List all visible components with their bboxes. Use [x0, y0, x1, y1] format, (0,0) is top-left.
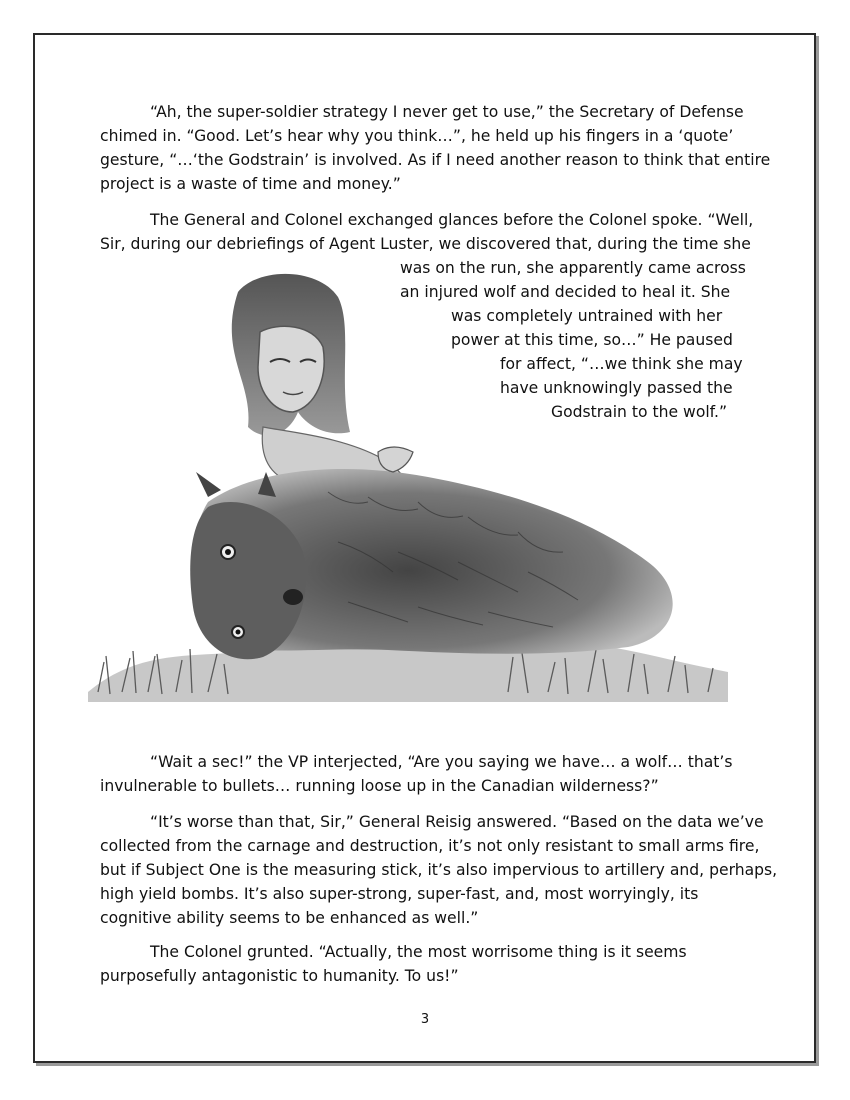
text-line: “Wait a sec!” the VP interjected, “Are you saying we have… a wolf… that’s — [150, 753, 733, 771]
text-line: Sir, during our debriefings of Agent Luster, we discovered that, during the time she — [100, 235, 751, 253]
page-number: 3 — [420, 1012, 430, 1027]
text-line: The General and Colonel exchanged glances before the Colonel spoke. “Well, — [150, 211, 754, 229]
text-line: cognitive ability seems to be enhanced as well.” — [100, 909, 479, 927]
text-line: Godstrain to the wolf.” — [551, 403, 728, 421]
paragraph-colonel-grunt — [100, 940, 750, 988]
text-line: chimed in. “Good. Let’s hear why you think…”, he held up his fingers in a ‘quote’ — [100, 127, 734, 145]
text-line: collected from the carnage and destruction, it’s not only resistant to small arms fire, — [100, 837, 760, 855]
text-line: for affect, “…we think she may — [500, 355, 743, 373]
text-line: an injured wolf and decided to heal it. She — [400, 283, 731, 301]
text-line: was completely untrained with her — [451, 307, 723, 325]
text-line: The Colonel grunted. “Actually, the most worrisome thing is it seems — [150, 943, 687, 961]
text-line: “Ah, the super-soldier strategy I never get to use,” the Secretary of Defense — [150, 103, 744, 121]
paragraph-general — [100, 810, 778, 930]
text-line: power at this time, so…” He paused — [451, 331, 733, 349]
text-line: was on the run, she apparently came across — [400, 259, 746, 277]
text-line: gesture, “…‘the Godstrain’ is involved. As if I need another reason to think that entire — [100, 151, 771, 169]
text-line: purposefully antagonistic to humanity. To us!” — [100, 967, 459, 985]
text-line: project is a waste of time and money.” — [100, 175, 401, 193]
text-line: have unknowingly passed the — [500, 379, 733, 397]
text-line: “It’s worse than that, Sir,” General Reisig answered. “Based on the data we’ve — [150, 813, 764, 831]
text-line: but if Subject One is the measuring stick, it’s also impervious to artillery and, perhaps, — [100, 861, 778, 879]
text-line: invulnerable to bullets… running loose up in the Canadian wilderness?” — [100, 777, 659, 795]
paragraph-vp — [100, 750, 750, 798]
paragraph-colonel — [100, 208, 754, 256]
paragraph-secretary — [100, 100, 771, 196]
text-line: high yield bombs. It’s also super-strong, super-fast, and, most worryingly, its — [100, 885, 699, 903]
